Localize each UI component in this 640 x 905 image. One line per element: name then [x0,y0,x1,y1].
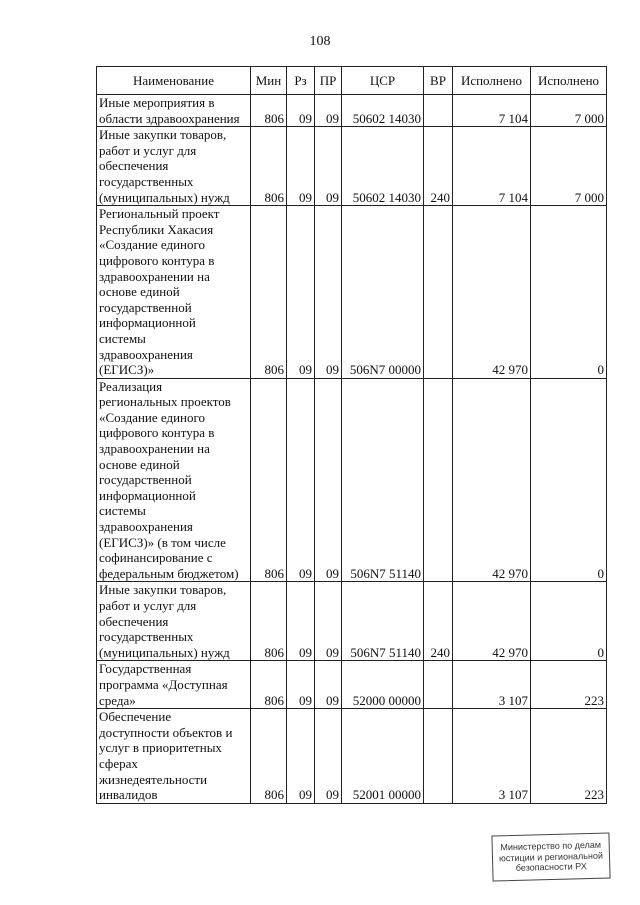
name-line: (ЕГИСЗ)» (в том числе [99,534,226,550]
table-row [97,378,607,582]
name-line: инвалидов [99,787,158,803]
cell-name [97,378,251,582]
name-line: здравоохранении на [99,441,210,457]
name-line: жизнедеятельности [99,771,208,787]
cell-executed-2: 7 000 [531,95,607,127]
cell-vr [424,206,453,379]
table-row [97,127,607,206]
header-min: Мин [251,67,287,95]
cell-executed-1: 42 970 [453,206,531,379]
cell-min: 806 [251,378,287,582]
cell-executed-1: 3 107 [453,709,531,804]
cell-min: 806 [251,661,287,709]
stamp-line: Министерство по делам [500,839,602,853]
cell-executed-1: 7 104 [453,95,531,127]
name-line: программа «Доступная [99,676,228,692]
name-line: государственной [99,299,192,315]
ministry-stamp [491,832,610,881]
name-line: Иные закупки товаров, [99,127,227,143]
cell-min: 806 [251,206,287,379]
name-line: софинансирование с [99,550,213,566]
budget-table [96,66,607,804]
cell-executed-2: 223 [531,709,607,804]
name-line: государственной [99,472,192,488]
name-line: сферах [99,755,138,771]
page-number: 108 [309,34,331,49]
cell-executed-2: 0 [531,378,607,582]
cell-executed-2: 7 000 [531,127,607,206]
table-row [97,661,607,709]
name-line: «Создание единого [99,409,206,425]
name-line: цифрового контура в [99,252,215,268]
cell-executed-1: 7 104 [453,127,531,206]
cell-min: 806 [251,709,287,804]
table-body [97,95,607,804]
table-row [97,206,607,379]
name-line: системы [99,330,146,346]
name-line: (муниципальных) нужд [99,644,230,660]
cell-executed-2: 0 [531,206,607,379]
table-row [97,95,607,127]
name-line: системы [99,503,146,519]
cell-csr: 506N7 51140 [342,378,424,582]
name-line: Иные мероприятия в [99,95,215,110]
name-line: работ и услуг для [99,142,197,158]
cell-rz: 09 [287,127,315,206]
header-csr: ЦСР [342,67,424,95]
cell-csr: 50602 14030 [342,95,424,127]
name-line: здравоохранения [99,346,193,362]
cell-rz: 09 [287,95,315,127]
cell-pr: 09 [315,661,342,709]
cell-executed-1: 42 970 [453,378,531,582]
header-executed-2: Исполнено [531,67,607,95]
table-header-row [97,67,607,95]
cell-rz: 09 [287,661,315,709]
name-line: здравоохранения [99,519,193,535]
name-line: основе единой [99,456,180,472]
cell-rz: 09 [287,206,315,379]
stamp-line: юстиции и региональной [498,850,604,863]
name-line: среда» [99,692,136,708]
name-line: (муниципальных) нужд [99,189,230,205]
cell-executed-2: 0 [531,582,607,661]
name-line: федеральным бюджетом) [99,565,239,581]
cell-pr: 09 [315,582,342,661]
cell-name [97,582,251,661]
cell-pr: 09 [315,206,342,379]
name-line: работ и услуг для [99,598,197,613]
cell-name [97,709,251,804]
cell-vr [424,378,453,582]
cell-rz: 09 [287,709,315,804]
name-line: области здравоохранения [99,110,240,126]
name-line: цифрового контура в [99,425,215,441]
stamp-line: безопасности РХ [515,861,587,873]
name-line: государственных [99,173,194,189]
cell-vr: 240 [424,127,453,206]
name-line: (ЕГИСЗ)» [99,362,155,378]
cell-name [97,206,251,379]
name-line: Региональный проект [99,206,220,222]
table-row [97,709,607,804]
cell-csr: 50602 14030 [342,127,424,206]
cell-name [97,95,251,127]
name-line: Реализация [99,378,163,394]
name-line: Иные закупки товаров, [99,582,227,598]
cell-pr: 09 [315,95,342,127]
header-rz: Рз [287,67,315,95]
name-line: основе единой [99,284,180,300]
name-line: доступности объектов и [99,724,233,740]
cell-vr [424,709,453,804]
cell-min: 806 [251,127,287,206]
cell-csr: 52000 00000 [342,661,424,709]
cell-rz: 09 [287,378,315,582]
name-line: региональных проектов [99,394,231,410]
cell-csr: 506N7 00000 [342,206,424,379]
name-line: обеспечения [99,613,169,629]
name-line: Обеспечение [99,709,172,725]
name-line: Государственная [99,661,192,677]
name-line: информационной [99,315,196,331]
name-line: государственных [99,629,194,645]
cell-executed-1: 42 970 [453,582,531,661]
name-line: здравоохранении на [99,268,210,284]
cell-vr [424,95,453,127]
cell-csr: 506N7 51140 [342,582,424,661]
cell-min: 806 [251,95,287,127]
name-line: обеспечения [99,158,169,174]
name-line: информационной [99,487,196,503]
header-executed-1: Исполнено [453,67,531,95]
table-row [97,582,607,661]
cell-executed-2: 223 [531,661,607,709]
cell-pr: 09 [315,127,342,206]
cell-vr: 240 [424,582,453,661]
header-pr: ПР [315,67,342,95]
name-line: Республики Хакасия [99,221,214,237]
cell-vr [424,661,453,709]
name-line: «Создание единого [99,237,206,253]
name-line: услуг в приоритетных [99,740,222,756]
header-name: Наименование [97,67,251,95]
cell-rz: 09 [287,582,315,661]
cell-pr: 09 [315,378,342,582]
cell-pr: 09 [315,709,342,804]
cell-min: 806 [251,582,287,661]
cell-name [97,127,251,206]
cell-name [97,661,251,709]
cell-executed-1: 3 107 [453,661,531,709]
header-vr: ВР [424,67,453,95]
cell-csr: 52001 00000 [342,709,424,804]
